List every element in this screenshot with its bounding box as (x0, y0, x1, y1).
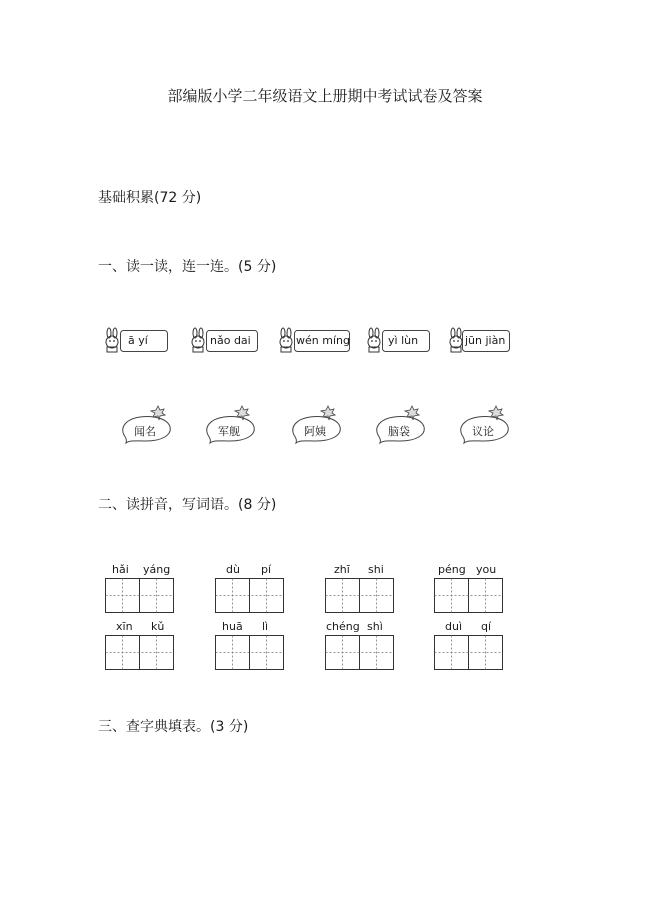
word-bubble (202, 405, 260, 445)
pinyin-card (364, 330, 430, 352)
pinyin-syllable: duì (445, 620, 463, 633)
document-title: 部编版小学二年级语文上册期中考试试卷及答案 (167, 87, 483, 105)
writing-grid[interactable] (105, 578, 174, 613)
maple-leaf-icon (404, 405, 420, 421)
pinyin-card (276, 330, 350, 352)
section-basic-heading: 基础积累(72 分) (98, 190, 202, 206)
pinyin-syllable: yáng (143, 563, 171, 576)
question-2-heading: 二、读拼音，写词语。(8 分) (98, 497, 277, 513)
pinyin-syllable: pí (261, 563, 272, 576)
pinyin-syllable: qí (481, 620, 492, 633)
pinyin-syllable: kǔ (151, 620, 165, 633)
writing-grid[interactable] (434, 635, 503, 670)
pinyin-syllable: shi (368, 563, 384, 576)
pinyin-syllable: dù (226, 563, 240, 576)
word-text: 闻名 (134, 425, 156, 438)
maple-leaf-icon (150, 405, 166, 421)
question-3-heading: 三、查字典填表。(3 分) (98, 719, 249, 735)
pinyin-syllable: you (476, 563, 497, 576)
pinyin-syllable: shì (367, 620, 383, 633)
word-bubble (288, 405, 346, 445)
word-text: 军舰 (218, 425, 240, 438)
word-text: 议论 (472, 425, 494, 438)
pinyin-text: wén míng (296, 334, 350, 347)
pinyin-card (188, 330, 258, 352)
word-text: 阿姨 (304, 425, 326, 438)
maple-leaf-icon (234, 405, 250, 421)
writing-grid[interactable] (105, 635, 174, 670)
pinyin-syllable: péng (438, 563, 466, 576)
pinyin-card (446, 330, 512, 352)
pinyin-text: jūn jiàn (465, 334, 506, 347)
word-bubble (372, 405, 430, 445)
pinyin-text: nǎo dai (210, 334, 251, 347)
pinyin-syllable: chéng (326, 620, 360, 633)
word-text: 脑袋 (388, 425, 410, 438)
pinyin-syllable: lì (262, 620, 269, 633)
pinyin-text: ā yí (128, 334, 148, 347)
pinyin-syllable: hǎi (112, 563, 129, 576)
maple-leaf-icon (488, 405, 504, 421)
writing-grid[interactable] (215, 578, 284, 613)
pinyin-card (102, 330, 168, 352)
pinyin-syllable: huā (222, 620, 243, 633)
writing-grid[interactable] (325, 635, 394, 670)
pinyin-syllable: xīn (116, 620, 133, 633)
writing-grid[interactable] (215, 635, 284, 670)
maple-leaf-icon (320, 405, 336, 421)
question-1-heading: 一、读一读，连一连。(5 分) (98, 259, 277, 275)
writing-grid[interactable] (325, 578, 394, 613)
word-bubble (456, 405, 514, 445)
word-bubble (118, 405, 176, 445)
writing-grid[interactable] (434, 578, 503, 613)
pinyin-text: yì lùn (388, 334, 419, 347)
pinyin-syllable: zhī (334, 563, 350, 576)
